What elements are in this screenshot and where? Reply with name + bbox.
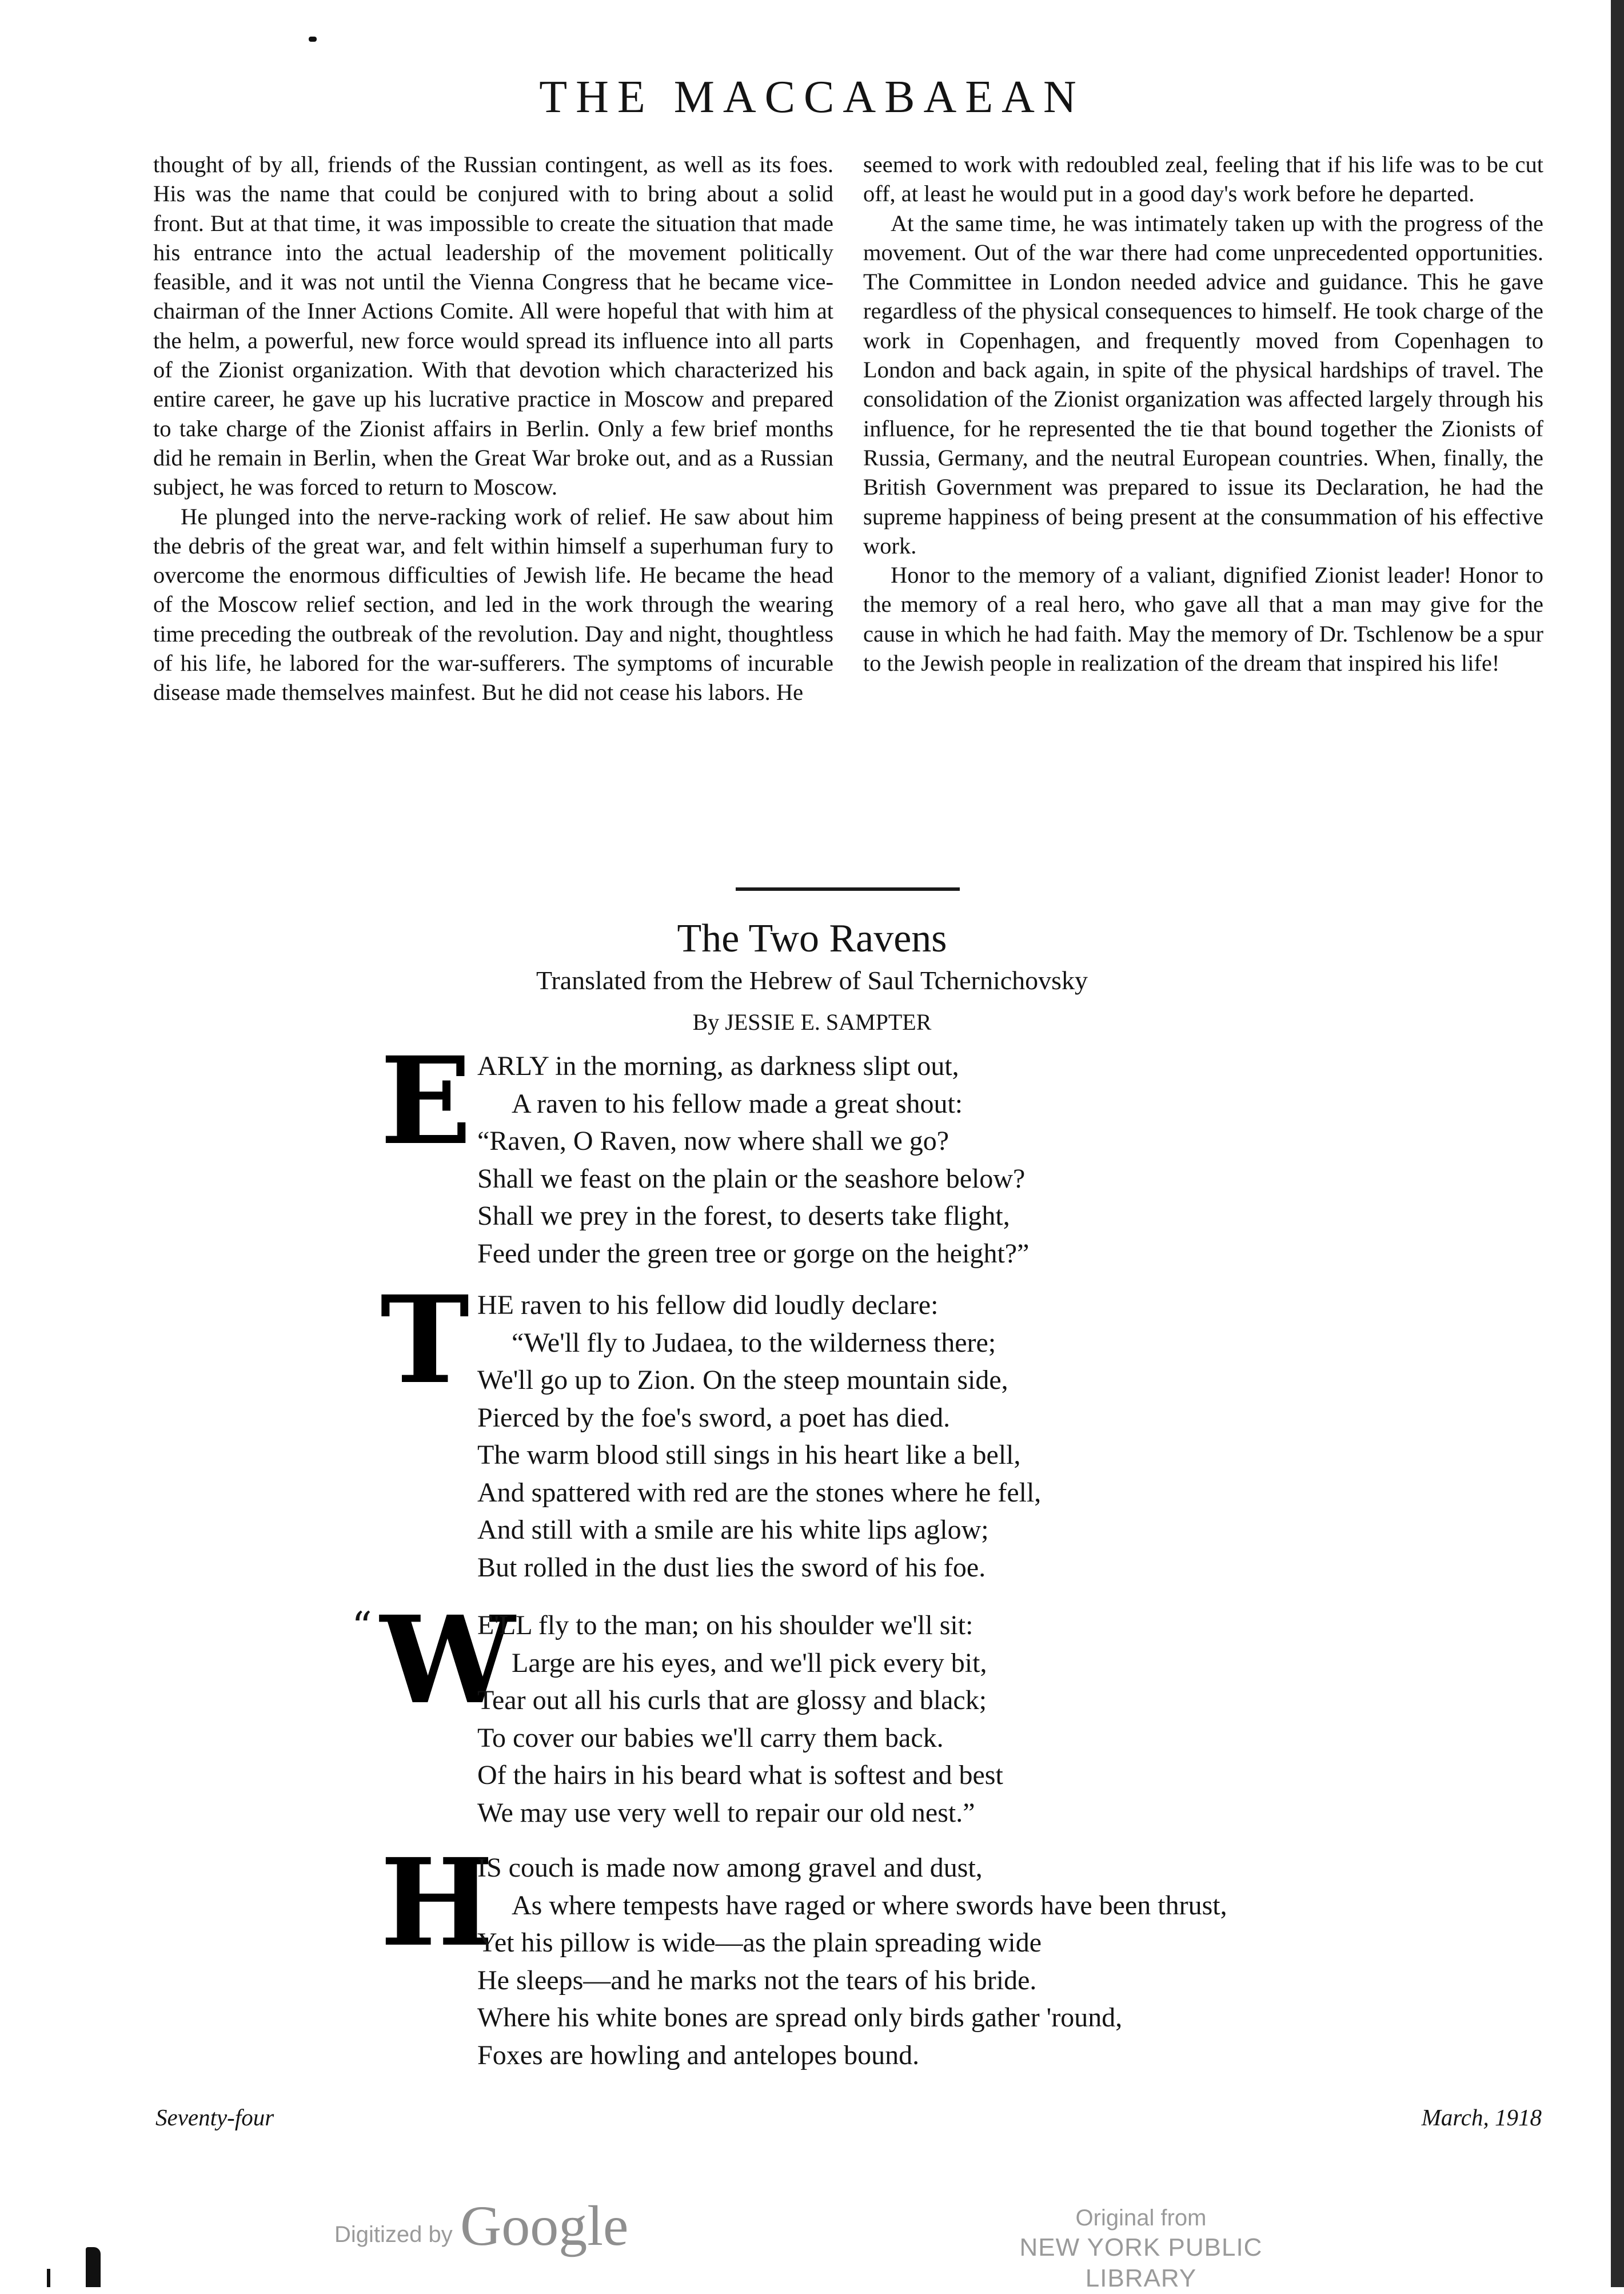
poem-line: We'll go up to Zion. On the steep mountain side, [477,1365,1008,1395]
poem-line: A raven to his fellow made a great shout: [512,1088,963,1119]
poem-line: “Raven, O Raven, now where shall we go? [477,1126,949,1156]
page-number: Seventy-four [155,2104,274,2130]
poem-byline: By JESSIE E. SAMPTER [692,1009,932,1035]
article-left-column [153,150,833,707]
drop-cap: W [380,1590,515,1731]
poem-line: To cover our babies we'll carry them back. [477,1722,944,1753]
stanza-lines [477,1287,1563,1586]
poem-line: Foxes are howling and antelopes bound. [477,2040,920,2070]
digitized-by-label: Digitized by [334,2222,453,2247]
poem-line: Feed under the green tree or gorge on the height?” [477,1238,1030,1269]
poem-line: Where his white bones are spread only birds gather 'round, [477,2002,1123,2033]
poem-line: ARLY in the morning, as darkness slipt out, [477,1051,959,1081]
section-divider [736,887,960,891]
poem-line: We may use very well to repair our old nest.” [477,1797,975,1828]
poem-line: And still with a smile are his white lips aglow; [477,1515,989,1545]
poem-line: And spattered with red are the stones where he fell, [477,1477,1042,1508]
drop-cap: T [380,1269,470,1411]
drop-cap: H [380,1832,494,1973]
scan-speck [309,37,317,42]
stanza-lines [477,1048,1563,1272]
poem-line: Shall we prey in the forest, to deserts take flight, [477,1201,1010,1231]
poem-line: The warm blood still sings in his heart like a bell, [477,1440,1021,1470]
article-right-column [863,150,1543,678]
poem-line: E'LL fly to the man; on his shoulder we'll sit: [477,1610,973,1640]
poem-line: Shall we feast on the plain or the seashore below? [477,1163,1026,1194]
article-paragraph: At the same time, he was intimately taken up with the progress of the movement. Out of the war there had come unprecedented opportunities. The Committee in London needed advice and guidance. This he gave regardless of the physical consequences to himself. He took charge of the work in Copenhagen, and frequently moved from Copenhagen to London and back again, in spite of the physical hardships of travel. The consolidation of the Zionist organization was affected largely through his influence, for he represented the tie that bound together the Zionists of Russia, Germany, and the neutral European countries. When, finally, the British Government was prepared to issue its Declaration, he had the supreme happiness of being present at the consummation of his effective work. [863,210,1543,559]
stanza-lines [477,1849,1563,2074]
poem-line: “We'll fly to Judaea, to the wilderness there; [512,1327,996,1358]
library-name: NEW YORK PUBLIC LIBRARY [1019,2233,1263,2292]
digitization-watermark [334,2195,643,2257]
poem-line: As where tempests have raged or where swords have been thrust, [512,1890,1227,1921]
poem-line: HE raven to his fellow did loudly declare: [477,1290,939,1320]
drop-cap: E [380,1030,472,1172]
poem-subtitle: Translated from the Hebrew of Saul Tchernichovsky [536,966,1088,995]
poem-line: Pierced by the foe's sword, a poet has died. [477,1402,951,1433]
scan-speck [86,2247,101,2287]
article-paragraph: He plunged into the nerve-racking work of relief. He saw about him the debris of the great war, and felt within himself a superhuman fury to overcome the enormous difficulties of Jewish life. He became the head of the Moscow relief section, and led in the work through the wearing time preceding the outbreak of the revolution. Day and night, thoughtless of his life, he labored for the war-sufferers. The symptoms of incurable disease made themselves mainfest. But he did not cease his labors. He [153,503,833,706]
stanza-lines [477,1607,1563,1831]
scan-page-edge [1611,0,1624,2287]
issue-date: March, 1918 [1421,2104,1542,2130]
journal-title: THE MACCABAEAN [539,72,1085,122]
poem-line: IS couch is made now among gravel and dust, [477,1853,983,1883]
article-paragraph: thought of by all, friends of the Russian contingent, as well as its foes. His was the name that could be conjured with to bring about a solid front. But at that time, it was impossible to create the situation that made his entrance into the actual leadership of the movement politically feasible, and it was not until the Vienna Congress that he became vice-chairman of the Inner Actions Comite. All were hopeful that with him at the helm, a powerful, new force would spread its influence into all parts of the Zionist organization. With that devotion which characterized his entire career, he gave up his lucrative practice in Moscow and prepared to take charge of the Zionist affairs in Berlin. Only a few brief months did he remain in Berlin, when the Great War broke out, and as a Russian subject, he was forced to return to Moscow. [153,152,833,500]
article-paragraph: Honor to the memory of a valiant, dignified Zionist leader! Honor to the memory of a real hero, who gave all that a man may give for the cause in which he had faith. May the memory of Dr. Tschlenow be a spur to the Jewish people in realization of the dream that inspired his life! [863,562,1543,676]
poem-line: Of the hairs in his beard what is softest and best [477,1760,1003,1790]
library-credit [969,2204,1312,2294]
opening-quote: “ [352,1603,372,1650]
poem-line: Tear out all his curls that are glossy and black; [477,1685,987,1715]
article-paragraph: seemed to work with redoubled zeal, feeling that if his life was to be cut off, at least he would put in a good day's work before he departed. [863,152,1543,207]
scan-speck [47,2269,50,2287]
poem-line: He sleeps—and he marks not the tears of his bride. [477,1965,1037,1996]
poem-title: The Two Ravens [677,917,947,961]
original-from-label: Original from [1075,2205,1207,2231]
poem-line: But rolled in the dust lies the sword of his foe. [477,1552,986,1583]
poem-line: Yet his pillow is wide—as the plain spreading wide [477,1927,1042,1958]
poem-line: Large are his eyes, and we'll pick every bit, [512,1647,987,1678]
google-logo: Google [460,2194,629,2257]
